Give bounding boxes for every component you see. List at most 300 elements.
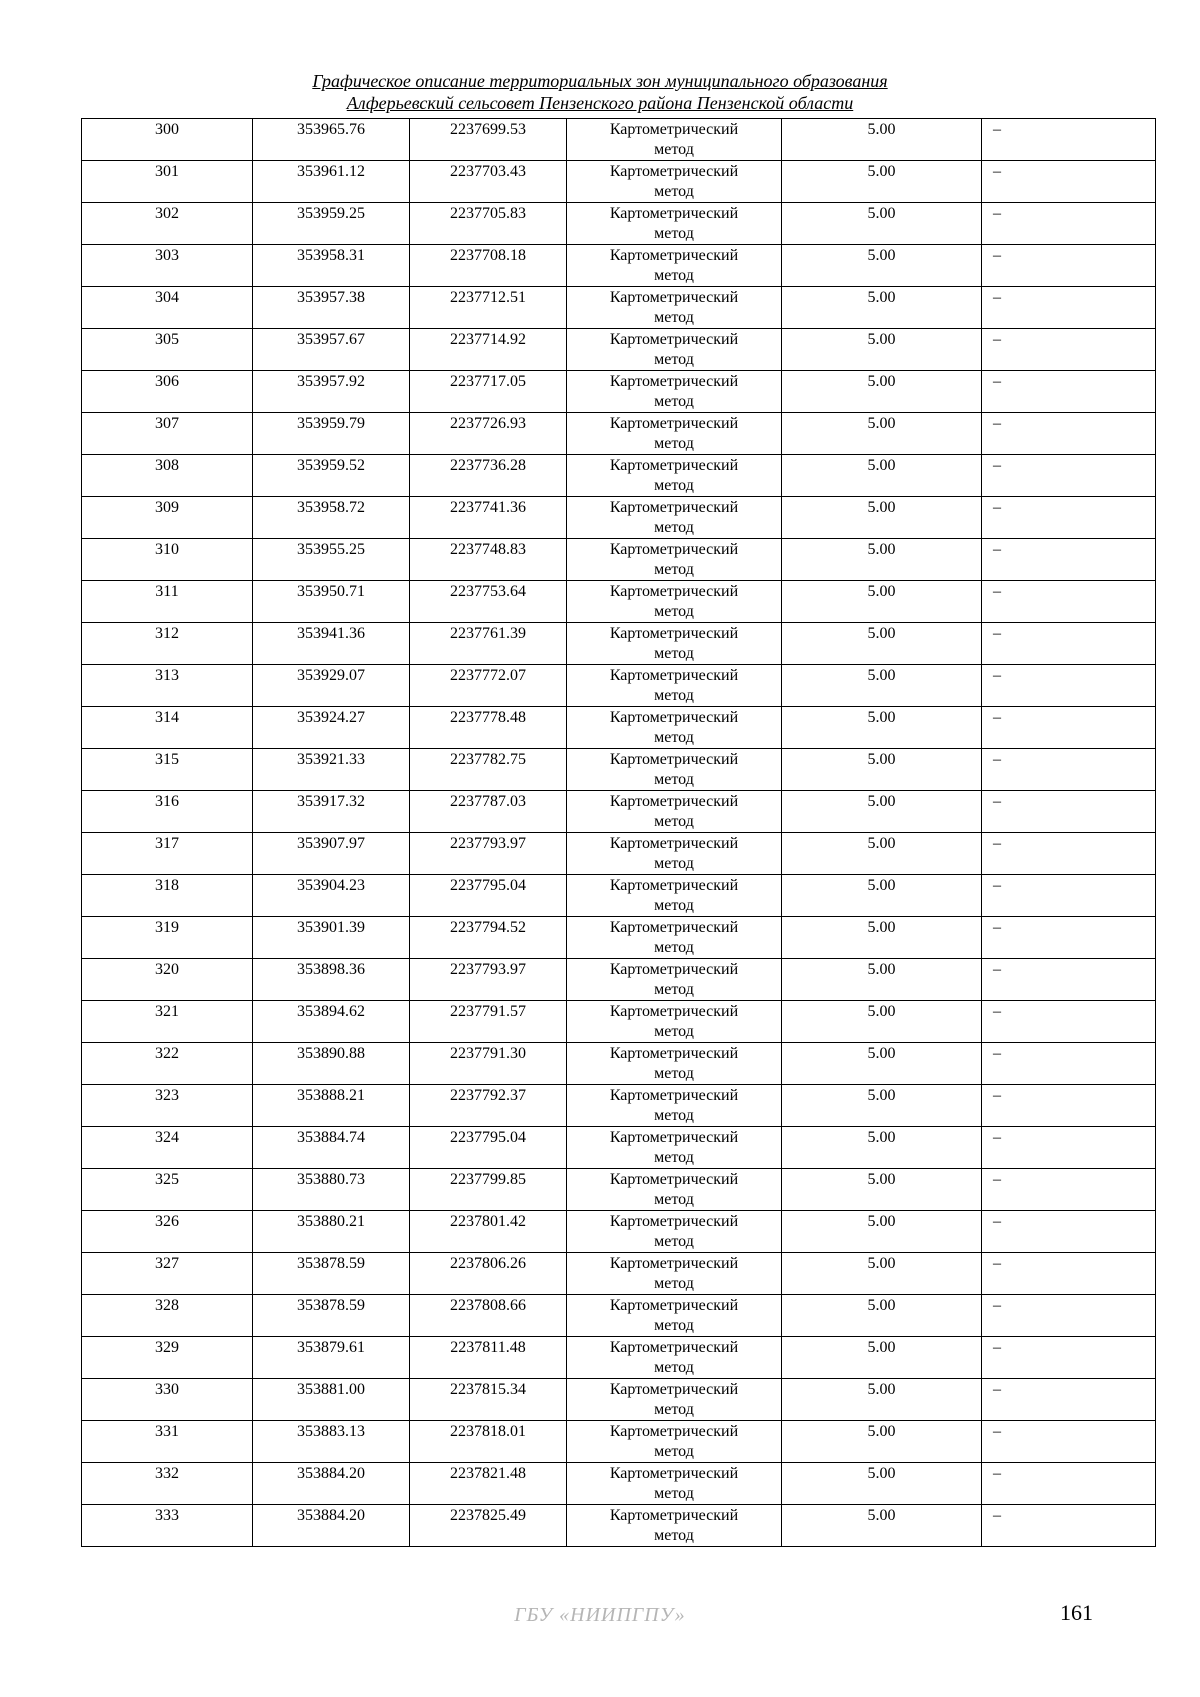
method-line-1: Картометрический [609,1297,739,1314]
table-row [82,1043,1156,1085]
method-cell [567,1085,782,1127]
coord-y-cell: 2237791.57 [410,1001,567,1043]
accuracy-cell: 5.00 [782,1211,982,1253]
method-line-1: Картометрический [609,1213,739,1230]
accuracy-cell: 5.00 [782,1295,982,1337]
table-row [82,581,1156,623]
accuracy-cell: 5.00 [782,1421,982,1463]
method-line-2: метод [654,393,694,410]
note-cell: – [982,1463,1156,1505]
coord-y-cell: 2237708.18 [410,245,567,287]
method-cell [567,497,782,539]
point-number-cell: 325 [82,1169,253,1211]
method-line-2: метод [654,183,694,200]
accuracy-cell: 5.00 [782,539,982,581]
coord-y-cell: 2237801.42 [410,1211,567,1253]
coord-x-cell: 353884.74 [253,1127,410,1169]
method-line-2: метод [654,687,694,704]
coord-x-cell: 353957.92 [253,371,410,413]
accuracy-cell: 5.00 [782,329,982,371]
method-line-1: Картометрический [609,877,739,894]
coord-y-cell: 2237793.97 [410,833,567,875]
method-line-1: Картометрический [609,1381,739,1398]
method-line-1: Картометрический [609,793,739,810]
coord-x-cell: 353955.25 [253,539,410,581]
method-line-1: Картометрический [609,667,739,684]
table-row [82,1169,1156,1211]
method-cell [567,1043,782,1085]
point-number-cell: 330 [82,1379,253,1421]
method-line-1: Картометрический [609,751,739,768]
table-row [82,833,1156,875]
method-line-2: метод [654,1527,694,1544]
note-cell: – [982,581,1156,623]
coord-y-cell: 2237782.75 [410,749,567,791]
method-line-2: метод [654,225,694,242]
accuracy-cell: 5.00 [782,371,982,413]
table-row [82,1253,1156,1295]
coord-x-cell: 353957.67 [253,329,410,371]
note-cell: – [982,917,1156,959]
method-cell [567,1001,782,1043]
coord-y-cell: 2237778.48 [410,707,567,749]
method-line-2: метод [654,729,694,746]
note-cell: – [982,791,1156,833]
coord-y-cell: 2237793.97 [410,959,567,1001]
coord-y-cell: 2237748.83 [410,539,567,581]
accuracy-cell: 5.00 [782,707,982,749]
table-row [82,917,1156,959]
coord-y-cell: 2237794.52 [410,917,567,959]
table-row [82,1463,1156,1505]
accuracy-cell: 5.00 [782,875,982,917]
note-cell: – [982,1169,1156,1211]
method-line-2: метод [654,981,694,998]
method-cell [567,623,782,665]
coord-y-cell: 2237795.04 [410,875,567,917]
coord-y-cell: 2237726.93 [410,413,567,455]
method-cell [567,371,782,413]
coord-y-cell: 2237808.66 [410,1295,567,1337]
accuracy-cell: 5.00 [782,1127,982,1169]
accuracy-cell: 5.00 [782,1463,982,1505]
coord-y-cell: 2237815.34 [410,1379,567,1421]
method-cell [567,1421,782,1463]
point-number-cell: 316 [82,791,253,833]
note-cell: – [982,203,1156,245]
method-line-2: метод [654,1023,694,1040]
note-cell: – [982,1127,1156,1169]
note-cell: – [982,287,1156,329]
method-line-2: метод [654,1233,694,1250]
method-cell [567,1211,782,1253]
point-number-cell: 319 [82,917,253,959]
method-line-2: метод [654,1401,694,1418]
coord-y-cell: 2237717.05 [410,371,567,413]
method-cell [567,287,782,329]
accuracy-cell: 5.00 [782,1505,982,1547]
note-cell: – [982,455,1156,497]
coord-y-cell: 2237825.49 [410,1505,567,1547]
coord-x-cell: 353879.61 [253,1337,410,1379]
coord-x-cell: 353894.62 [253,1001,410,1043]
point-number-cell: 329 [82,1337,253,1379]
point-number-cell: 332 [82,1463,253,1505]
point-number-cell: 307 [82,413,253,455]
method-line-2: метод [654,351,694,368]
coordinates-table [81,118,1156,1547]
table-row [82,539,1156,581]
coord-y-cell: 2237772.07 [410,665,567,707]
method-line-1: Картометрический [609,205,739,222]
coord-x-cell: 353957.38 [253,287,410,329]
accuracy-cell: 5.00 [782,917,982,959]
table-body [82,119,1156,1547]
table-row [82,623,1156,665]
coord-y-cell: 2237714.92 [410,329,567,371]
table-row [82,161,1156,203]
accuracy-cell: 5.00 [782,413,982,455]
point-number-cell: 314 [82,707,253,749]
method-line-2: метод [654,1359,694,1376]
coord-x-cell: 353898.36 [253,959,410,1001]
method-cell [567,875,782,917]
method-line-2: метод [654,1317,694,1334]
table-row [82,497,1156,539]
note-cell: – [982,623,1156,665]
point-number-cell: 328 [82,1295,253,1337]
method-line-1: Картометрический [609,163,739,180]
coord-y-cell: 2237703.43 [410,161,567,203]
method-line-2: метод [654,1107,694,1124]
table-row [82,371,1156,413]
method-line-2: метод [654,939,694,956]
coord-x-cell: 353888.21 [253,1085,410,1127]
table-row [82,959,1156,1001]
method-line-2: метод [654,519,694,536]
note-cell: – [982,119,1156,161]
method-line-1: Картометрический [609,1255,739,1272]
method-cell [567,707,782,749]
note-cell: – [982,1085,1156,1127]
coord-x-cell: 353917.32 [253,791,410,833]
coord-y-cell: 2237811.48 [410,1337,567,1379]
accuracy-cell: 5.00 [782,497,982,539]
accuracy-cell: 5.00 [782,1085,982,1127]
coord-y-cell: 2237795.04 [410,1127,567,1169]
accuracy-cell: 5.00 [782,119,982,161]
method-line-2: метод [654,855,694,872]
method-line-2: метод [654,645,694,662]
point-number-cell: 321 [82,1001,253,1043]
coord-x-cell: 353884.20 [253,1505,410,1547]
note-cell: – [982,1421,1156,1463]
coord-x-cell: 353921.33 [253,749,410,791]
method-line-2: метод [654,435,694,452]
note-cell: – [982,371,1156,413]
point-number-cell: 311 [82,581,253,623]
table-row [82,455,1156,497]
page-number: 161 [1060,1600,1093,1625]
method-line-1: Картометрический [609,1171,739,1188]
method-line-1: Картометрический [609,121,739,138]
coord-x-cell: 353880.73 [253,1169,410,1211]
coord-x-cell: 353950.71 [253,581,410,623]
accuracy-cell: 5.00 [782,161,982,203]
method-line-2: метод [654,1485,694,1502]
method-line-1: Картометрический [609,961,739,978]
method-line-1: Картометрический [609,1129,739,1146]
coord-x-cell: 353890.88 [253,1043,410,1085]
note-cell: – [982,161,1156,203]
accuracy-cell: 5.00 [782,833,982,875]
method-cell [567,1505,782,1547]
method-cell [567,203,782,245]
point-number-cell: 323 [82,1085,253,1127]
note-cell: – [982,749,1156,791]
method-cell [567,1253,782,1295]
coord-x-cell: 353884.20 [253,1463,410,1505]
method-line-1: Картометрический [609,247,739,264]
method-line-1: Картометрический [609,709,739,726]
method-line-1: Картометрический [609,919,739,936]
footer-organization: ГБУ «НИИПГПУ» [514,1604,686,1626]
coord-x-cell: 353907.97 [253,833,410,875]
coord-y-cell: 2237753.64 [410,581,567,623]
point-number-cell: 324 [82,1127,253,1169]
method-line-2: метод [654,561,694,578]
method-line-1: Картометрический [609,1045,739,1062]
method-line-1: Картометрический [609,415,739,432]
method-cell [567,329,782,371]
method-cell [567,1337,782,1379]
coord-x-cell: 353878.59 [253,1253,410,1295]
table-row [82,1337,1156,1379]
note-cell: – [982,875,1156,917]
point-number-cell: 327 [82,1253,253,1295]
header-line-2: Алферьевский сельсовет Пензенского района Пензенской области [346,93,854,113]
coord-x-cell: 353959.52 [253,455,410,497]
coord-y-cell: 2237736.28 [410,455,567,497]
accuracy-cell: 5.00 [782,581,982,623]
point-number-cell: 302 [82,203,253,245]
note-cell: – [982,413,1156,455]
method-line-2: метод [654,813,694,830]
coord-x-cell: 353965.76 [253,119,410,161]
coord-x-cell: 353880.21 [253,1211,410,1253]
method-line-2: метод [654,267,694,284]
coord-y-cell: 2237806.26 [410,1253,567,1295]
note-cell: – [982,1295,1156,1337]
accuracy-cell: 5.00 [782,1253,982,1295]
method-cell [567,917,782,959]
point-number-cell: 320 [82,959,253,1001]
method-line-1: Картометрический [609,1087,739,1104]
method-line-1: Картометрический [609,1339,739,1356]
point-number-cell: 304 [82,287,253,329]
document-header [0,70,1200,114]
accuracy-cell: 5.00 [782,1379,982,1421]
table-row [82,1211,1156,1253]
method-cell [567,161,782,203]
note-cell: – [982,959,1156,1001]
coord-x-cell: 353941.36 [253,623,410,665]
method-cell [567,749,782,791]
method-line-2: метод [654,1443,694,1460]
method-cell [567,539,782,581]
method-cell [567,665,782,707]
method-line-2: метод [654,477,694,494]
table-row [82,1001,1156,1043]
method-line-2: метод [654,1275,694,1292]
method-line-2: метод [654,603,694,620]
table-row [82,707,1156,749]
accuracy-cell: 5.00 [782,791,982,833]
method-line-1: Картометрический [609,373,739,390]
method-cell [567,791,782,833]
method-cell [567,1463,782,1505]
point-number-cell: 312 [82,623,253,665]
coord-y-cell: 2237741.36 [410,497,567,539]
coord-y-cell: 2237787.03 [410,791,567,833]
table-row [82,119,1156,161]
method-cell [567,959,782,1001]
method-cell [567,1295,782,1337]
method-line-1: Картометрический [609,835,739,852]
table-row [82,1505,1156,1547]
point-number-cell: 305 [82,329,253,371]
method-line-1: Картометрический [609,1465,739,1482]
method-line-2: метод [654,309,694,326]
method-line-2: метод [654,771,694,788]
coord-x-cell: 353961.12 [253,161,410,203]
method-cell [567,833,782,875]
coord-x-cell: 353901.39 [253,917,410,959]
header-line-1: Графическое описание территориальных зон муниципального образования [312,71,888,91]
accuracy-cell: 5.00 [782,203,982,245]
coord-y-cell: 2237712.51 [410,287,567,329]
table-row [82,1085,1156,1127]
point-number-cell: 308 [82,455,253,497]
accuracy-cell: 5.00 [782,245,982,287]
method-line-2: метод [654,1149,694,1166]
note-cell: – [982,497,1156,539]
method-line-1: Картометрический [609,1003,739,1020]
note-cell: – [982,833,1156,875]
method-line-1: Картометрический [609,331,739,348]
accuracy-cell: 5.00 [782,287,982,329]
table-row [82,287,1156,329]
method-cell [567,413,782,455]
coord-x-cell: 353924.27 [253,707,410,749]
coord-x-cell: 353883.13 [253,1421,410,1463]
point-number-cell: 318 [82,875,253,917]
note-cell: – [982,665,1156,707]
table-row [82,1127,1156,1169]
method-cell [567,581,782,623]
coord-y-cell: 2237821.48 [410,1463,567,1505]
table-row [82,749,1156,791]
method-cell [567,1127,782,1169]
table-row [82,1295,1156,1337]
note-cell: – [982,1379,1156,1421]
table-row [82,329,1156,371]
coord-x-cell: 353929.07 [253,665,410,707]
note-cell: – [982,1253,1156,1295]
point-number-cell: 317 [82,833,253,875]
method-line-1: Картометрический [609,1507,739,1524]
accuracy-cell: 5.00 [782,1337,982,1379]
coord-y-cell: 2237792.37 [410,1085,567,1127]
method-line-1: Картометрический [609,289,739,306]
point-number-cell: 310 [82,539,253,581]
point-number-cell: 309 [82,497,253,539]
method-line-1: Картометрический [609,457,739,474]
method-line-2: метод [654,1191,694,1208]
note-cell: – [982,1043,1156,1085]
method-line-2: метод [654,1065,694,1082]
method-cell [567,119,782,161]
accuracy-cell: 5.00 [782,455,982,497]
method-line-1: Картометрический [609,583,739,600]
point-number-cell: 313 [82,665,253,707]
method-line-2: метод [654,897,694,914]
point-number-cell: 326 [82,1211,253,1253]
table-row [82,875,1156,917]
coord-y-cell: 2237699.53 [410,119,567,161]
table-row [82,203,1156,245]
coord-x-cell: 353904.23 [253,875,410,917]
coord-x-cell: 353958.31 [253,245,410,287]
table-row [82,1421,1156,1463]
point-number-cell: 306 [82,371,253,413]
coord-x-cell: 353959.25 [253,203,410,245]
table-row [82,665,1156,707]
note-cell: – [982,707,1156,749]
table-row [82,245,1156,287]
coord-x-cell: 353878.59 [253,1295,410,1337]
accuracy-cell: 5.00 [782,749,982,791]
point-number-cell: 315 [82,749,253,791]
method-line-1: Картометрический [609,541,739,558]
table-row [82,1379,1156,1421]
table-row [82,791,1156,833]
method-line-2: метод [654,141,694,158]
note-cell: – [982,1337,1156,1379]
accuracy-cell: 5.00 [782,665,982,707]
note-cell: – [982,1001,1156,1043]
method-line-1: Картометрический [609,499,739,516]
method-line-1: Картометрический [609,625,739,642]
table-row [82,413,1156,455]
accuracy-cell: 5.00 [782,623,982,665]
coord-y-cell: 2237705.83 [410,203,567,245]
point-number-cell: 300 [82,119,253,161]
coord-y-cell: 2237791.30 [410,1043,567,1085]
point-number-cell: 333 [82,1505,253,1547]
method-cell [567,455,782,497]
coord-y-cell: 2237799.85 [410,1169,567,1211]
point-number-cell: 322 [82,1043,253,1085]
point-number-cell: 331 [82,1421,253,1463]
accuracy-cell: 5.00 [782,959,982,1001]
coord-x-cell: 353959.79 [253,413,410,455]
method-cell [567,1169,782,1211]
accuracy-cell: 5.00 [782,1043,982,1085]
coord-y-cell: 2237818.01 [410,1421,567,1463]
point-number-cell: 303 [82,245,253,287]
method-cell [567,1379,782,1421]
